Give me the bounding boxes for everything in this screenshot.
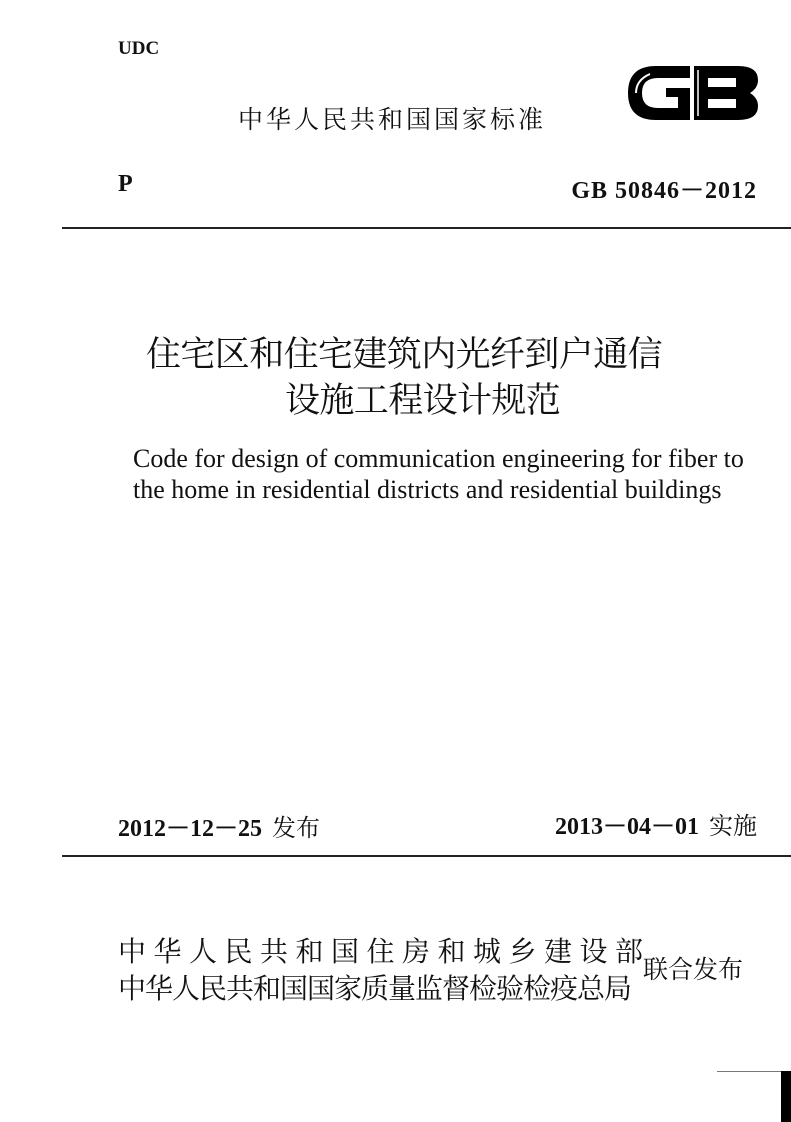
issue-date: 2012－12－25 [118, 816, 262, 842]
category-label: P [118, 171, 133, 197]
standard-type: 中华人民共和国国家标准 [238, 105, 547, 134]
bottom-divider [62, 855, 791, 857]
standard-code: GB 50846－2012 [571, 178, 757, 204]
joint-issue-label: 联合发布 [643, 955, 744, 984]
top-divider [62, 227, 791, 229]
scan-edge-bar [781, 1071, 791, 1122]
title-cn-line2: 设施工程设计规范 [285, 381, 561, 421]
issue-label: 发布 [272, 814, 320, 842]
effective-date: 2013－04－01 [555, 814, 699, 840]
effective-label: 实施 [709, 812, 757, 840]
effective-date-block [555, 806, 757, 841]
scan-edge-line [717, 1071, 781, 1072]
issuer-line2: 中华人民共和国国家质量监督检验检疫总局 [118, 972, 632, 1005]
udc-label: UDC [118, 38, 160, 59]
issuer-line1: 中华人民共和国住房和城乡建设部 [118, 935, 651, 968]
title-en-line2: the home in residential districts and residential buildings [133, 475, 722, 504]
title-cn-line1: 住宅区和住宅建筑内光纤到户通信 [146, 335, 663, 375]
issue-date-block [118, 808, 320, 843]
title-en-line1: Code for design of communication engineering for fiber to [133, 444, 744, 473]
gb-logo [626, 64, 760, 122]
